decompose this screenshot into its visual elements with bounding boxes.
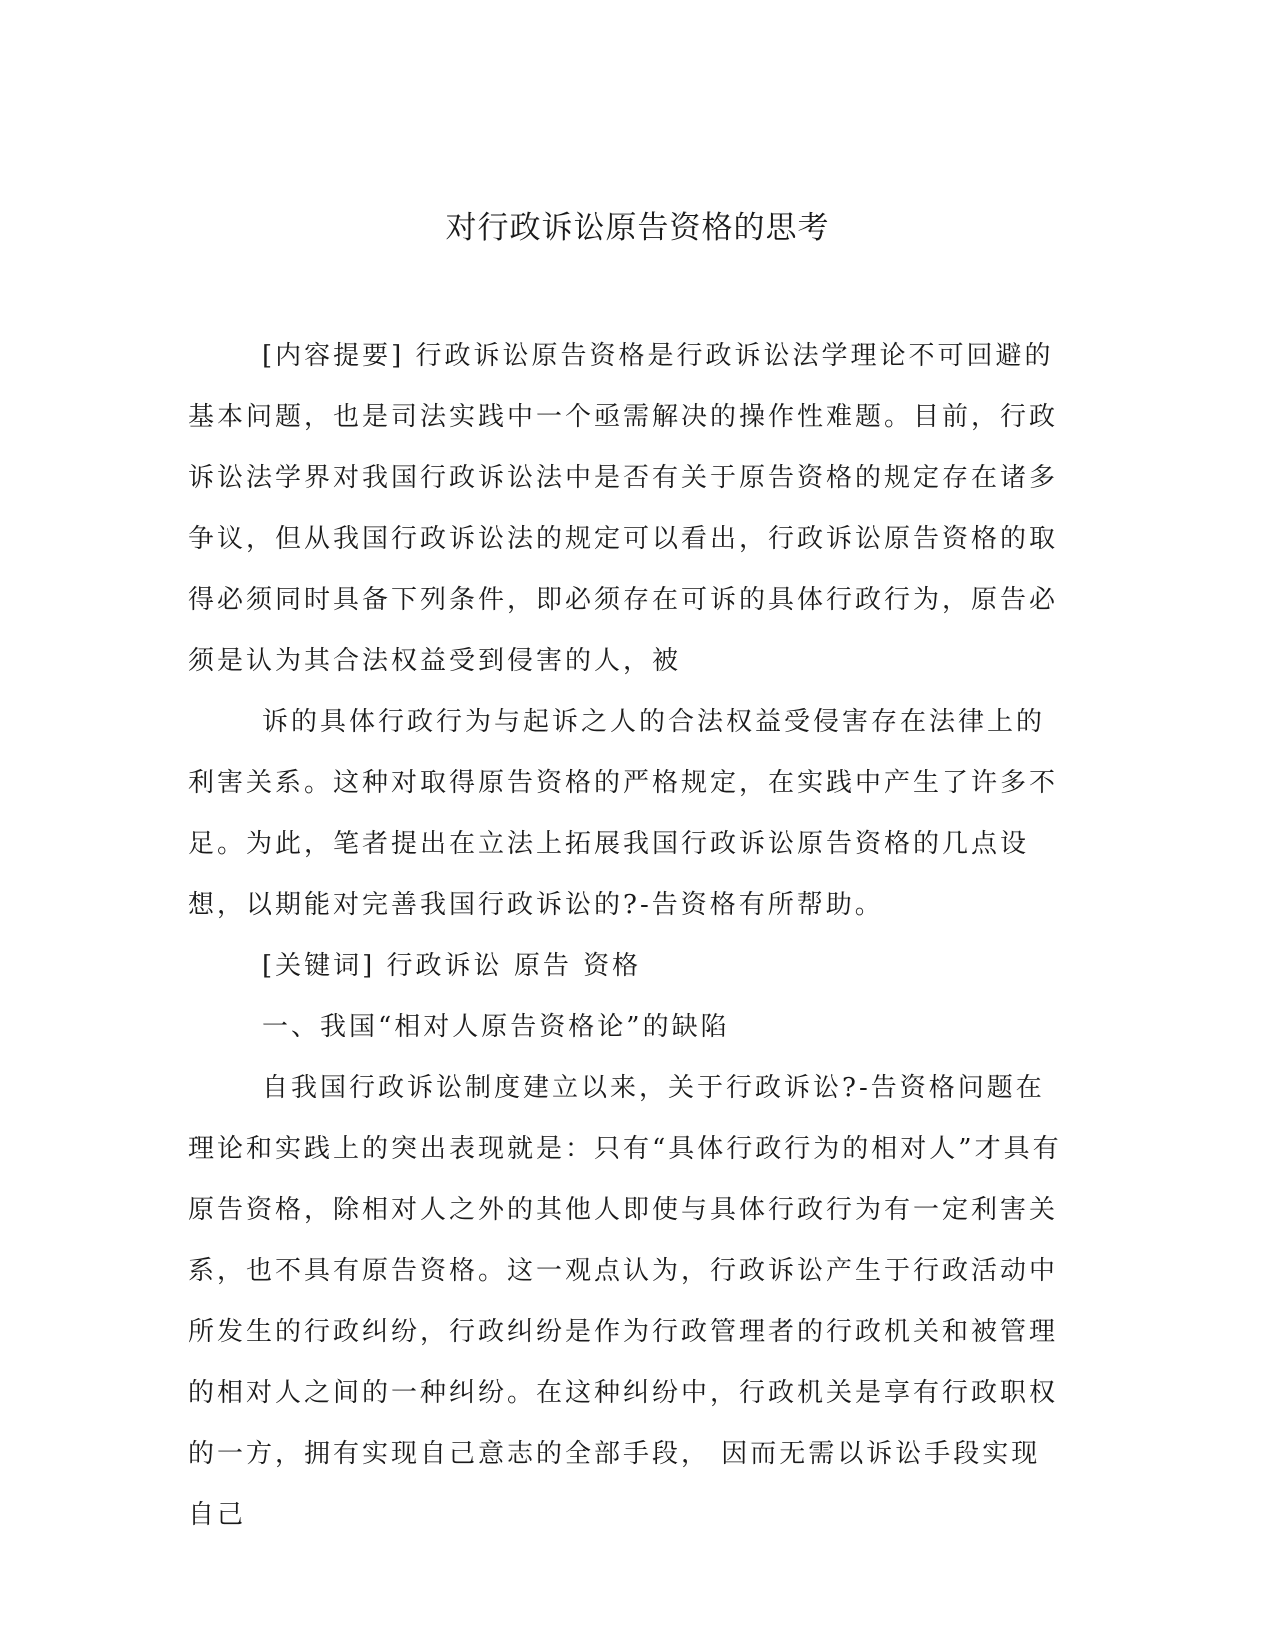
document-body (188, 326, 1068, 1546)
keywords-line: [关键词] 行政诉讼 原告 资格 (262, 951, 642, 981)
abstract-paragraph: [内容提要] 行政诉讼原告资格是行政诉讼法学理论不可回避的基本问题，也是司法实践中一个亟需解决的操作性难题。目前，行政诉讼法学界对我国行政诉讼法中是否有关于原告资格的规定存在诸多争议，但从我国行政诉讼法的规定可以看出，行政诉讼原告资格的取得必须同时具备下列条件，即必须存在可诉的具体行政行为，原告必须是认为其合法权益受到侵害的人，被 (188, 341, 1059, 676)
abstract-continuation-paragraph: 诉的具体行政行为与起诉之人的合法权益受侵害存在法律上的利害关系。这种对取得原告资格的严格规定，在实践中产生了许多不足。为此，笔者提出在立法上拓展我国行政诉讼原告资格的几点设想，以期能对完善我国行政诉讼的?-告资格有所帮助。 (188, 707, 1059, 920)
body-paragraph: 自我国行政诉讼制度建立以来，关于行政诉讼?-告资格问题在理论和实践上的突出表现就是：只有“具体行政行为的相对人”才具有原告资格，除相对人之外的其他人即使与具体行政行为有一定利害关系，也不具有原告资格。这一观点认为，行政诉讼产生于行政活动中所发生的行政纠纷，行政纠纷是作为行政管理者的行政机关和被管理的相对人之间的一种纠纷。在这种纠纷中，行政机关是享有行政职权的一方，拥有实现自己意志的全部手段， 因而无需以诉讼手段实现自己 (188, 1073, 1062, 1530)
document-title: 对行政诉讼原告资格的思考 (445, 210, 830, 246)
section-heading: 一、我国“相对人原告资格论”的缺陷 (262, 1012, 730, 1042)
